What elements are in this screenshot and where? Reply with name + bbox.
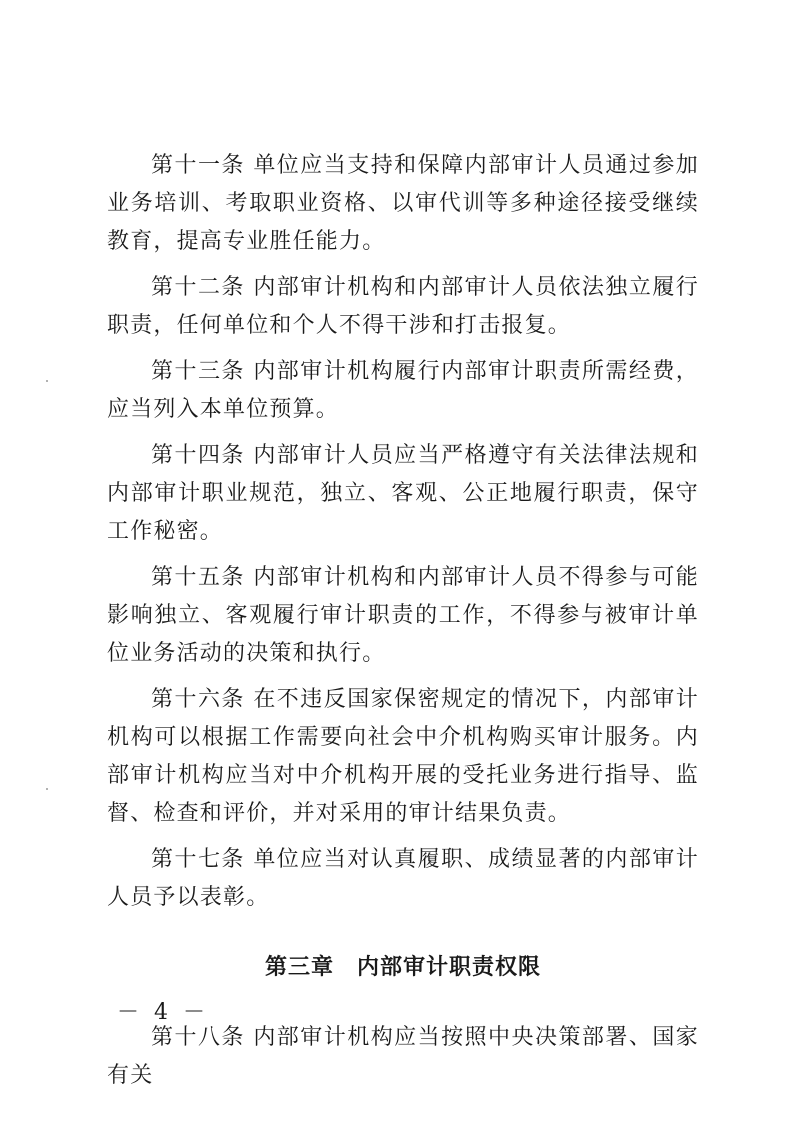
- article-17: 第十七条 单位应当对认真履职、成绩显著的内部审计人员予以表彰。: [107, 847, 699, 910]
- article-14: 第十四条 内部审计人员应当严格遵守有关法律法规和内部审计职业规范，独立、客观、公正地履行职责，保守工作秘密。: [107, 443, 699, 544]
- article-11: 第十一条 单位应当支持和保障内部审计人员通过参加业务培训、考取职业资格、以审代训等多种途径接受继续教育，提高专业胜任能力。: [107, 153, 699, 254]
- page-number: － 4 －: [117, 1000, 209, 1025]
- article-18: 第十八条 内部审计机构应当按照中央决策部署、国家有关: [107, 1025, 699, 1088]
- document-body: [107, 147, 699, 1103]
- article-15: 第十五条 内部审计机构和内部审计人员不得参与可能影响独立、客观履行审计职责的工作，不得参与被审计单位业务活动的决策和执行。: [107, 565, 699, 666]
- article-12: 第十二条 内部审计机构和内部审计人员依法独立履行职责，任何单位和个人不得干涉和打击报复。: [107, 275, 699, 338]
- scan-speck: [46, 380, 48, 382]
- scan-speck: [46, 788, 48, 790]
- chapter-heading: 第三章 内部审计职责权限: [264, 955, 541, 980]
- article-16: 第十六条 在不违反国家保密规定的情况下，内部审计机构可以根据工作需要向社会中介机构购买审计服务。内部审计机构应当对中介机构开展的受托业务进行指导、监督、检查和评价，并对采用的审计结果负责。: [107, 687, 699, 826]
- article-13: 第十三条 内部审计机构履行内部审计职责所需经费，应当列入本单位预算。: [107, 359, 699, 422]
